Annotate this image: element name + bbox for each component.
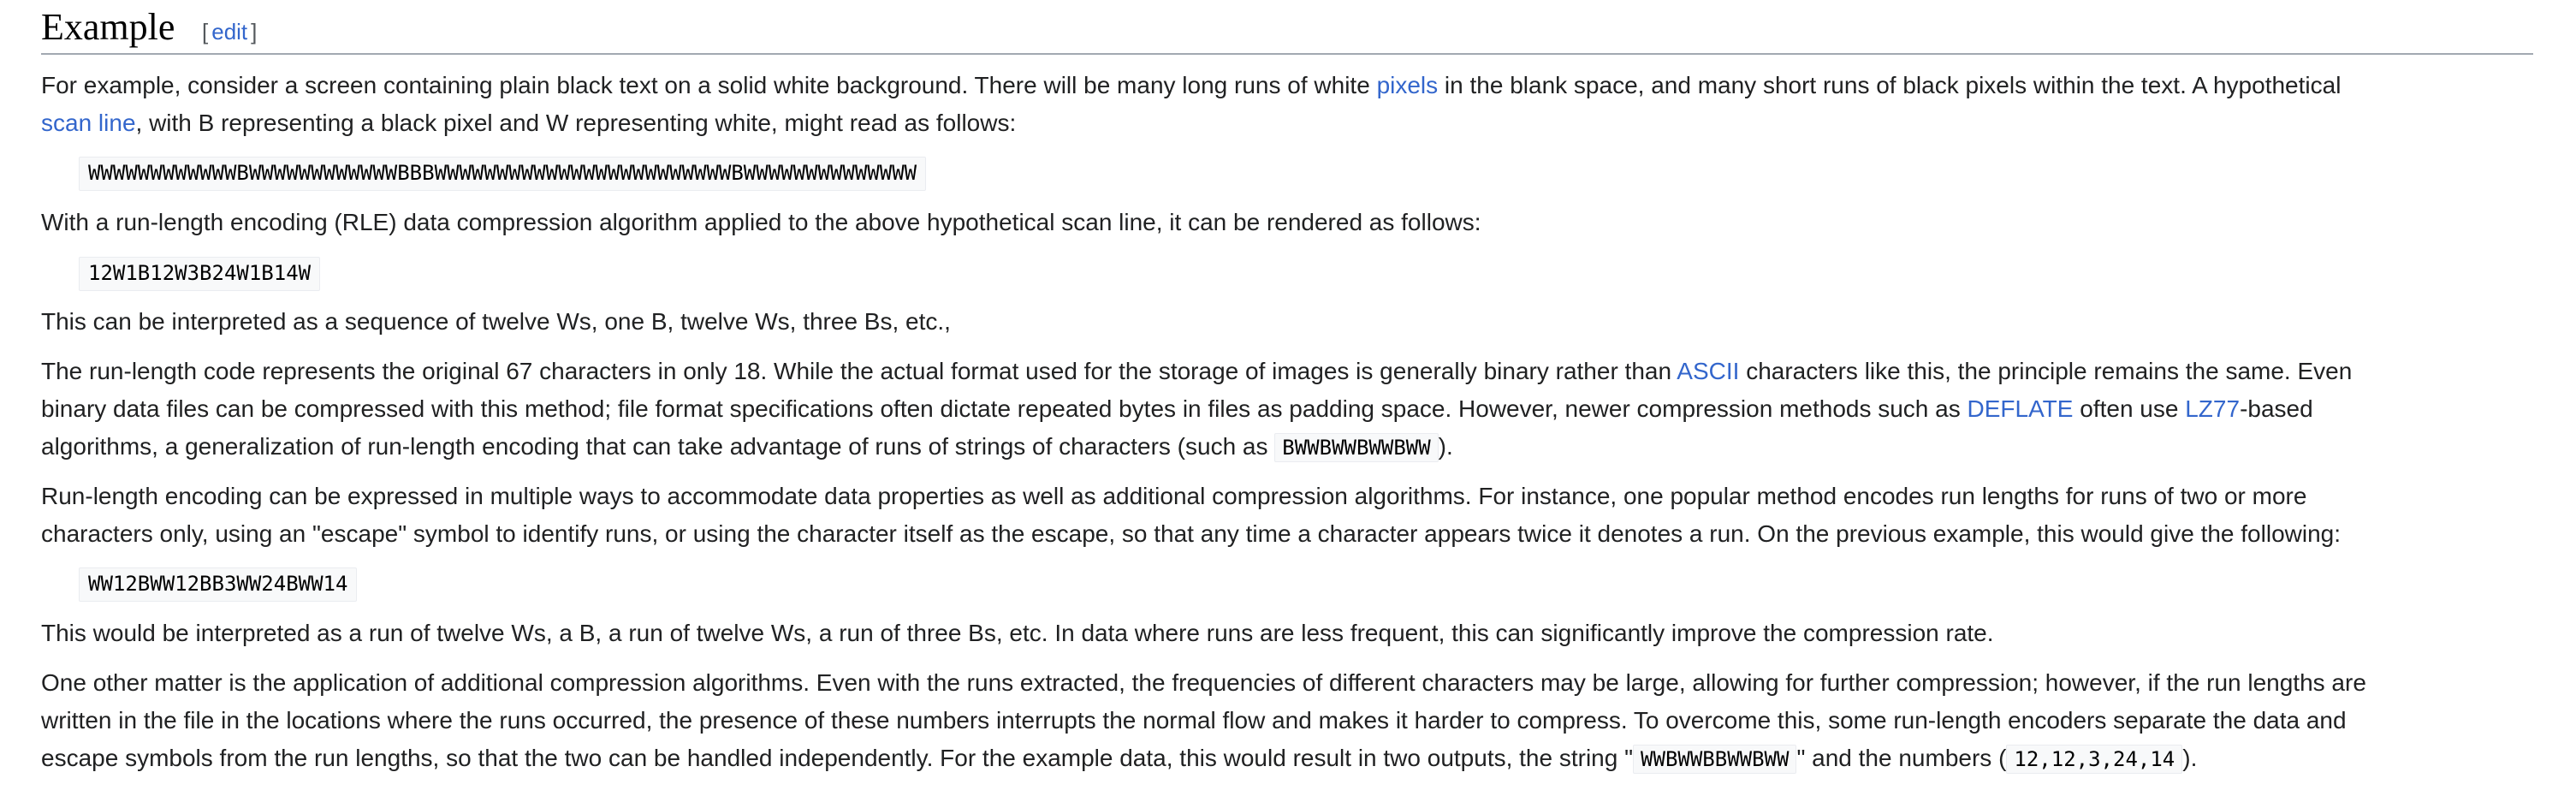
edit-bracket-close: ] [251,19,258,45]
text-run: For example, consider a screen containing plain black text on a solid white background. There will be many long runs of white [41,72,1377,98]
scan-line-link[interactable]: scan line [41,110,136,136]
inline-code: BWWBWWBWWBWW [1274,433,1438,462]
text-run: algorithms, a generalization of run-length encoding that can take advantage of runs of strings of characters (such as [41,433,1275,460]
text-run: The run-length code represents the original 67 characters in only 18. While the actual format used for the storage of images is generally binary rather than [41,358,1677,384]
paragraph-escape-interpretation: This would be interpreted as a run of twelve Ws, a B, a run of twelve Ws, a run of three Bs, etc. In data where runs are less frequent, this can significantly improve the compression rate. [41,620,1994,646]
paragraph-line [41,390,2533,428]
paragraph-line: written in the file in the locations where the runs occurred, the presence of these numbers interrupts the normal flow and makes it harder to compress. To overcome this, some run-length encoders separate the data and [41,707,2347,734]
paragraph-line: Run-length encoding can be expressed in multiple ways to accommodate data properties as well as additional compression algorithms. For instance, one popular method encodes run lengths for runs of two or more [41,483,2307,509]
paragraph-line [41,428,2533,466]
paragraph-intro [41,67,2533,142]
text-run: " and the numbers ( [1796,745,2007,771]
code-block-scanline: WWWWWWWWWWWWBWWWWWWWWWWWWBBBWWWWWWWWWWWWWWWWWWWWWWWWBWWWWWWWWWWWWWW [79,157,926,191]
code-block-escape: WW12BWW12BB3WW24BWW14 [79,567,357,602]
paragraph-line [41,67,2533,104]
text-run: characters like this, the principle remains the same. Even [1739,358,2353,384]
section-title: Example [41,6,175,48]
edit-section-link[interactable]: edit [211,19,248,45]
text-run: , with B representing a black pixel and W representing white, might read as follows: [135,110,1017,136]
text-run: ). [2182,745,2198,771]
section-heading [41,0,2533,55]
text-run: often use [2073,395,2186,422]
text-run: binary data files can be compressed with this method; file format specifications often dictate repeated bytes in files as padding space. However, newer compression methods such as [41,395,1968,422]
pixels-link[interactable]: pixels [1376,72,1439,98]
inline-code: 12,12,3,24,14 [2006,745,2182,774]
paragraph-line [41,104,2533,142]
paragraph-line: One other matter is the application of additional compression algorithms. Even with the runs extracted, the frequencies of different characters may be large, allowing for further compression; however, if the run lengths are [41,669,2366,696]
paragraph-interpretation: This can be interpreted as a sequence of twelve Ws, one B, twelve Ws, three Bs, etc., [41,308,951,335]
inline-code: WWBWWBBWWBWW [1633,745,1796,774]
text-run: -based [2240,395,2313,422]
text-run: ). [1438,433,1453,460]
lz77-link[interactable]: LZ77 [2185,395,2241,422]
deflate-link[interactable]: DEFLATE [1967,395,2074,422]
edit-bracket-open: [ [202,19,209,45]
paragraph-additional-compression [41,664,2533,777]
paragraph-rle: With a run-length encoding (RLE) data compression algorithm applied to the above hypothetical scan line, it can be rendered as follows: [41,209,1481,235]
paragraph-line [41,353,2533,390]
text-run: escape symbols from the run lengths, so that the two can be handled independently. For the example data, this would result in two outputs, the string " [41,745,1634,771]
code-block-rle: 12W1B12W3B24W1B14W [79,257,320,291]
ascii-link[interactable]: ASCII [1677,358,1740,384]
paragraph-run-length-code [41,353,2533,466]
paragraph-line: characters only, using an "escape" symbol to identify runs, or using the character itself as the escape, so that any time a character appears twice it denotes a run. On the previous example, this would give the following: [41,520,2342,547]
text-run: in the blank space, and many short runs of black pixels within the text. A hypothetical [1438,72,2342,98]
paragraph-line [41,740,2533,777]
paragraph-escape [41,478,2533,553]
edit-section-control [202,17,257,46]
